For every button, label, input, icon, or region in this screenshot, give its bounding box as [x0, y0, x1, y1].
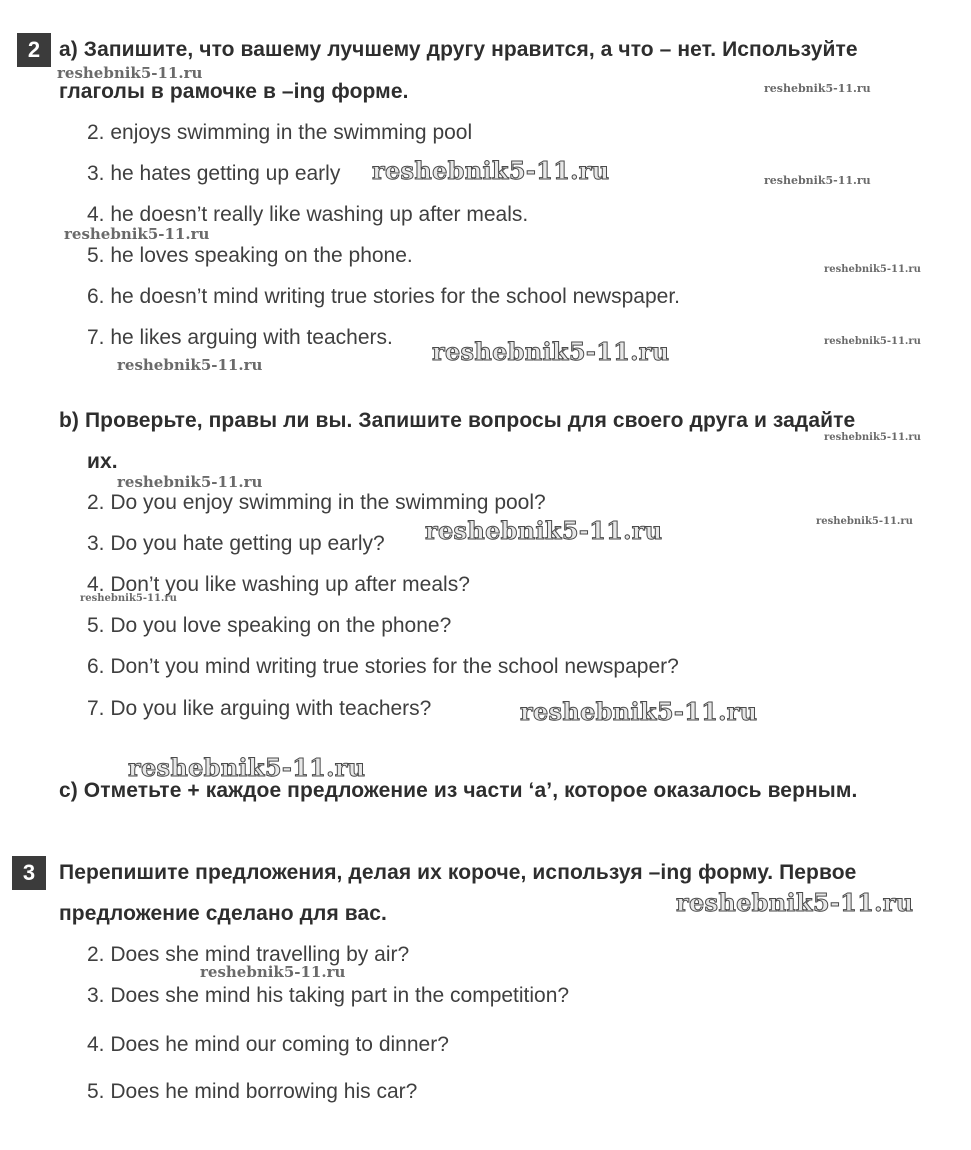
watermark: reshebnik5-11.ru — [520, 697, 758, 726]
watermark: reshebnik5-11.ru — [764, 82, 871, 95]
exercise-3-item: 3. Does she mind his taking part in the competition? — [87, 984, 570, 1007]
exercise-2a-item: 5. he loves speaking on the phone. — [87, 244, 413, 267]
exercise-2a-item: 2. enjoys swimming in the swimming pool — [87, 121, 473, 144]
exercise-3-heading-line2: предложение сделано для вас. — [59, 902, 387, 925]
watermark: reshebnik5-11.ru — [824, 432, 921, 443]
exercise-2b-item: 3. Do you hate getting up early? — [87, 532, 385, 555]
exercise-2a-item: 4. he doesn’t really like washing up after meals. — [87, 203, 529, 226]
watermark: reshebnik5-11.ru — [200, 963, 346, 981]
watermark: reshebnik5-11.ru — [425, 516, 663, 545]
exercise-3-item: 2. Does she mind travelling by air? — [87, 943, 410, 966]
watermark: reshebnik5-11.ru — [764, 174, 871, 187]
exercise-2b-item: 6. Don’t you mind writing true stories for the school newspaper? — [87, 655, 679, 678]
exercise-3-heading-line1: Перепишите предложения, делая их короче, используя –ing форму. Первое — [59, 861, 857, 884]
watermark: reshebnik5-11.ru — [117, 356, 263, 374]
exercise-2b-item: 2. Do you enjoy swimming in the swimming pool? — [87, 491, 546, 514]
exercise-2a-item: 6. he doesn’t mind writing true stories for the school newspaper. — [87, 285, 680, 308]
watermark: reshebnik5-11.ru — [57, 64, 203, 82]
exercise-2b-item: 7. Do you like arguing with teachers? — [87, 697, 432, 720]
exercise-3-number-badge — [12, 856, 46, 890]
watermark: reshebnik5-11.ru — [64, 225, 210, 243]
exercise-3-number: 3 — [22, 860, 36, 885]
exercise-2-number-badge — [17, 33, 51, 67]
watermark: reshebnik5-11.ru — [432, 337, 670, 366]
watermark: reshebnik5-11.ru — [824, 336, 921, 347]
exercise-2a-item: 3. he hates getting up early — [87, 162, 341, 185]
exercise-2b-heading-line1: b) Проверьте, правы ли вы. Запишите вопросы для своего друга и задайте — [59, 409, 856, 432]
exercise-2-number: 2 — [27, 37, 41, 62]
watermark: reshebnik5-11.ru — [128, 753, 366, 782]
exercise-2b-item: 5. Do you love speaking on the phone? — [87, 614, 452, 637]
watermark: reshebnik5-11.ru — [117, 473, 263, 491]
exercise-2c-heading: c) Отметьте + каждое предложение из части ‘а’, которое оказалось верным. — [59, 779, 858, 802]
exercise-2a-heading-line2: глаголы в рамочке в –ing форме. — [59, 80, 409, 103]
watermark: reshebnik5-11.ru — [824, 264, 921, 275]
exercise-3-item: 4. Does he mind our coming to dinner? — [87, 1033, 449, 1056]
exercise-3-item: 5. Does he mind borrowing his car? — [87, 1080, 418, 1103]
watermark: reshebnik5-11.ru — [372, 156, 610, 185]
exercise-2a-heading-line1: а) Запишите, что вашему лучшему другу нравится, а что – нет. Используйте — [59, 38, 858, 61]
watermark: reshebnik5-11.ru — [676, 888, 914, 917]
watermark: reshebnik5-11.ru — [80, 593, 177, 604]
exercise-2b-item: 4. Don’t you like washing up after meals? — [87, 573, 470, 596]
exercise-2b-heading-line2: их. — [87, 450, 118, 473]
exercise-2a-item: 7. he likes arguing with teachers. — [87, 326, 393, 349]
watermark: reshebnik5-11.ru — [816, 516, 913, 527]
